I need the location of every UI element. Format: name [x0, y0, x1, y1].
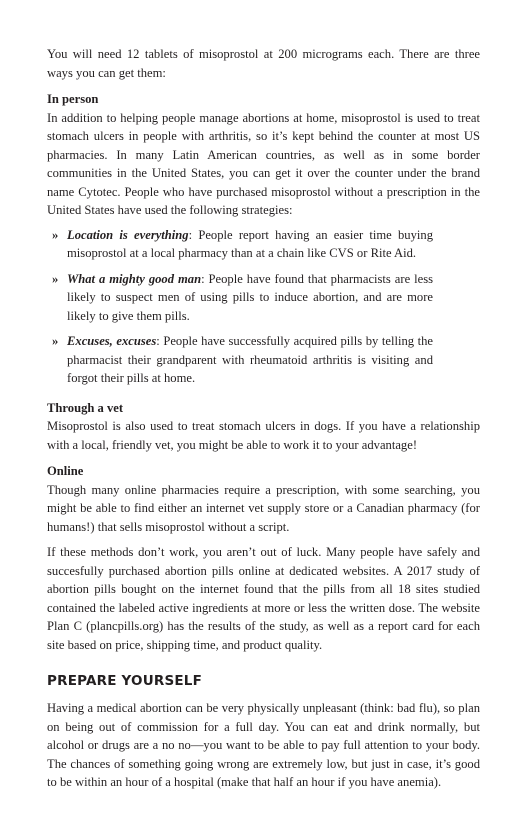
- in-person-paragraph: In addition to helping people manage abortions at home, misoprostol is used to treat stomach ulcers in people with arthritis, so it’s kept behind the counter at most US pharmacies. In many Latin American countries, as well as in some border communities in the United States, you can get it over the counter under the brand name Cytotec. People who have purchased misoprostol without a prescription in the United States have used the following strategies:: [47, 110, 480, 217]
- strategy-lead: Excuses, excuses: [67, 334, 157, 348]
- prepare-paragraph: Having a medical abortion can be very physically unpleasant (think: bad flu), so plan on being out of commission for a full day. You can eat and drink normally, but alcohol or drugs are a no no—you want to be able to pay full attention to your body. The chances of something going wrong are extremely low, but just in case, it’s good to be within an hour of a hospital (make that half an hour if you have anemia).: [47, 701, 480, 789]
- online-heading: Online: [47, 464, 84, 478]
- strategy-text: : People have found that pharmacists are less likely to suspect men of using pills to induce abortion, and are more likely to give them pills.: [67, 271, 434, 323]
- section-title-prepare: PREPARE YOURSELF: [47, 673, 203, 689]
- vet-paragraph: Misoprostol is also used to treat stomach ulcers in dogs. If you have a relationship with a local, friendly vet, you might be able to work it to your advantage!: [47, 419, 480, 452]
- intro-paragraph: You will need 12 tablets of misoprostol at 200 micrograms each. There are three ways you can get them:: [47, 47, 480, 80]
- online-paragraph-2: If these methods don’t work, you aren’t out of luck. Many people have safely and succesfully purchased abortion pills online at dedicated websites. A 2017 study of abortion pills bought on the internet found that the pills from all 18 sites studied contained the labeled active ingredients at more or less the written dose. The website Plan C (plancpills.org) has the results of the study, as well as a report card for each site based on price, shipping time, and product quality.: [47, 545, 480, 652]
- strategy-lead: What a mighty good man: [67, 271, 202, 286]
- bullet-marker: »: [52, 271, 59, 286]
- strategy-list: [47, 226, 480, 388]
- strategy-text: : People report having an easier time buying misoprostol at a local pharmacy than at a chain like CVS or Rite Aid.: [67, 227, 433, 260]
- text-column: [47, 45, 480, 792]
- bullet-marker: »: [52, 227, 59, 242]
- strategy-text: : People have successfully acquired pills by telling the pharmacist their grandparent with rheumatoid arthritis is visiting and forgot their pills at home.: [67, 334, 433, 385]
- strategy-lead: Location is everything: [67, 227, 189, 242]
- online-paragraph-1: Though many online pharmacies require a prescription, with some searching, you might be able to find either an internet vet supply store or a Canadian pharmacy (for humans!) that sells misoprostol without a script.: [47, 482, 480, 534]
- strategy-item: [47, 270, 433, 326]
- strategy-item: [47, 332, 433, 388]
- bullet-marker: »: [52, 334, 59, 348]
- vet-heading: Through a vet: [47, 400, 124, 415]
- in-person-heading: In person: [47, 92, 99, 106]
- strategy-item: [47, 226, 433, 263]
